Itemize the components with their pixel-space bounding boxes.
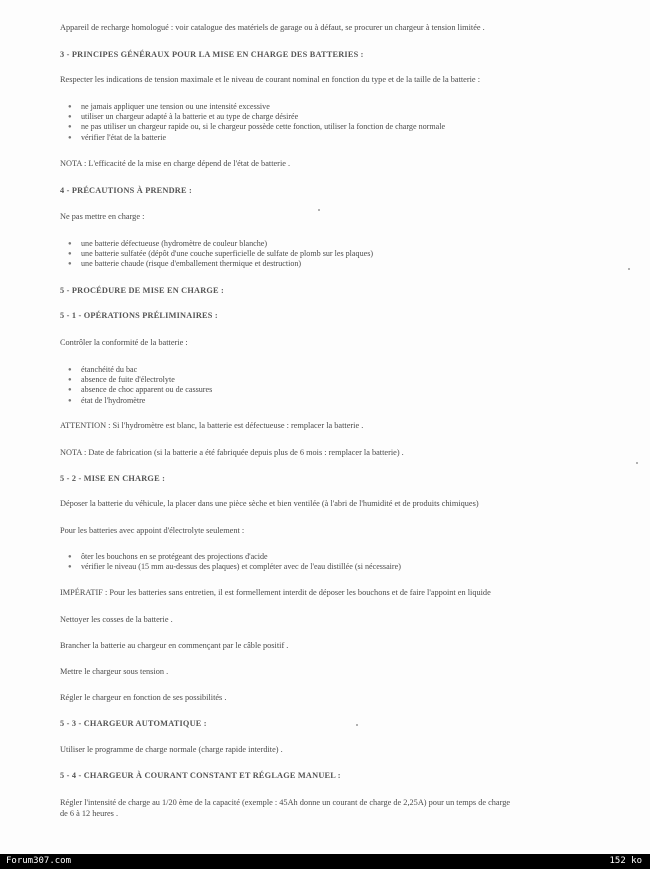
list-item: ● absence de choc apparent ou de cassures	[81, 385, 212, 395]
section-5-2-title: 5 - 2 - MISE EN CHARGE :	[60, 474, 166, 483]
list-item: ● absence de fuite d'électrolyte	[81, 375, 175, 385]
attention-text: ATTENTION : Si l'hydromètre est blanc, la batterie est défectueuse : remplacer la batterie .	[60, 421, 364, 430]
section-5-1-text: Contrôler la conformité de la batterie :	[60, 338, 188, 347]
section-5-3-title: 5 - 3 - CHARGEUR AUTOMATIQUE :	[60, 719, 207, 728]
list-item: ● une batterie défectueuse (hydromètre de couleur blanche)	[81, 239, 267, 249]
section-5-4-title: 5 - 4 - CHARGEUR À COURANT CONSTANT ET RÉGLAGE MANUEL :	[60, 771, 341, 780]
list-item: ● ôter les bouchons en se protégeant des projections d'acide	[81, 552, 268, 562]
list-item: ● vérifier le niveau (15 mm au-dessus des plaques) et compléter avec de l'eau distillée (si nécessaire)	[81, 562, 401, 572]
footer-bar	[0, 854, 650, 869]
list-item: ● ne pas utiliser un chargeur rapide ou, si le chargeur possède cette fonction, utiliser la fonction de charge normale	[81, 122, 445, 132]
section-3-note: NOTA : L'efficacité de la mise en charge dépend de l'état de batterie .	[60, 159, 291, 168]
list-item: ● utiliser un chargeur adapté à la batterie et au type de charge désirée	[81, 112, 298, 122]
scan-speck	[636, 462, 638, 464]
list-item: ● état de l'hydromètre	[81, 396, 145, 406]
section-5-4-text2: de 6 à 12 heures .	[60, 809, 119, 818]
section-3-title: 3 - PRINCIPES GÉNÉRAUX POUR LA MISE EN CHARGE DES BATTERIES :	[60, 50, 364, 59]
scan-speck	[628, 268, 630, 270]
section-5-4-text1: Régler l'intensité de charge au 1/20 ème de la capacité (exemple : 45Ah donne un courant de charge de 2,25A) pour un temps de charge	[60, 798, 511, 807]
list-item: ● une batterie sulfatée (dépôt d'une couche superficielle de sulfate de plomb sur les plaques)	[81, 249, 373, 259]
intro-text: Appareil de recharge homologué : voir catalogue des matériels de garage ou à défaut, se procurer un chargeur à tension limitée .	[60, 23, 485, 32]
list-item: ● vérifier l'état de la batterie	[81, 133, 166, 143]
section-5-3-text: Utiliser le programme de charge normale (charge rapide interdite) .	[60, 745, 283, 754]
section-4-title: 4 - PRÉCAUTIONS À PRENDRE :	[60, 186, 192, 195]
section-5-title: 5 - PROCÉDURE DE MISE EN CHARGE :	[60, 286, 225, 295]
step-text: Régler le chargeur en fonction de ses possibilités .	[60, 693, 227, 702]
section-3-text: Respecter les indications de tension maximale et le niveau de courant nominal en fonction du type et de la taille de la batterie :	[60, 75, 480, 84]
step-text: Brancher la batterie au chargeur en commençant par le câble positif .	[60, 641, 289, 650]
list-item: ● ne jamais appliquer une tension ou une intensité excessive	[81, 102, 270, 112]
list-item: ● étanchéité du bac	[81, 365, 137, 375]
step-text: Nettoyer les cosses de la batterie .	[60, 615, 173, 624]
section-4-text: Ne pas mettre en charge :	[60, 212, 145, 221]
imperatif-text: IMPÉRATIF : Pour les batteries sans entretien, il est formellement interdit de déposer les bouchons et de faire l'appoint en liquide	[60, 588, 491, 597]
scan-speck	[318, 209, 320, 211]
section-5-2-text1: Déposer la batterie du véhicule, la placer dans une pièce sèche et bien ventilée (à l'abri de l'humidité et de produits chimiques)	[60, 499, 479, 508]
file-size: 152 ko	[609, 856, 642, 866]
step-text: Mettre le chargeur sous tension .	[60, 667, 169, 676]
section-5-1-title: 5 - 1 - OPÉRATIONS PRÉLIMINAIRES :	[60, 311, 218, 320]
list-item: ● une batterie chaude (risque d'emballement thermique et destruction)	[81, 259, 301, 269]
site-name: Forum307.com	[6, 856, 72, 866]
section-5-1-note: NOTA : Date de fabrication (si la batterie a été fabriquée depuis plus de 6 mois : remplacer la batterie) .	[60, 448, 404, 457]
section-5-2-text2: Pour les batteries avec appoint d'électrolyte seulement :	[60, 526, 245, 535]
scan-speck	[356, 724, 358, 726]
